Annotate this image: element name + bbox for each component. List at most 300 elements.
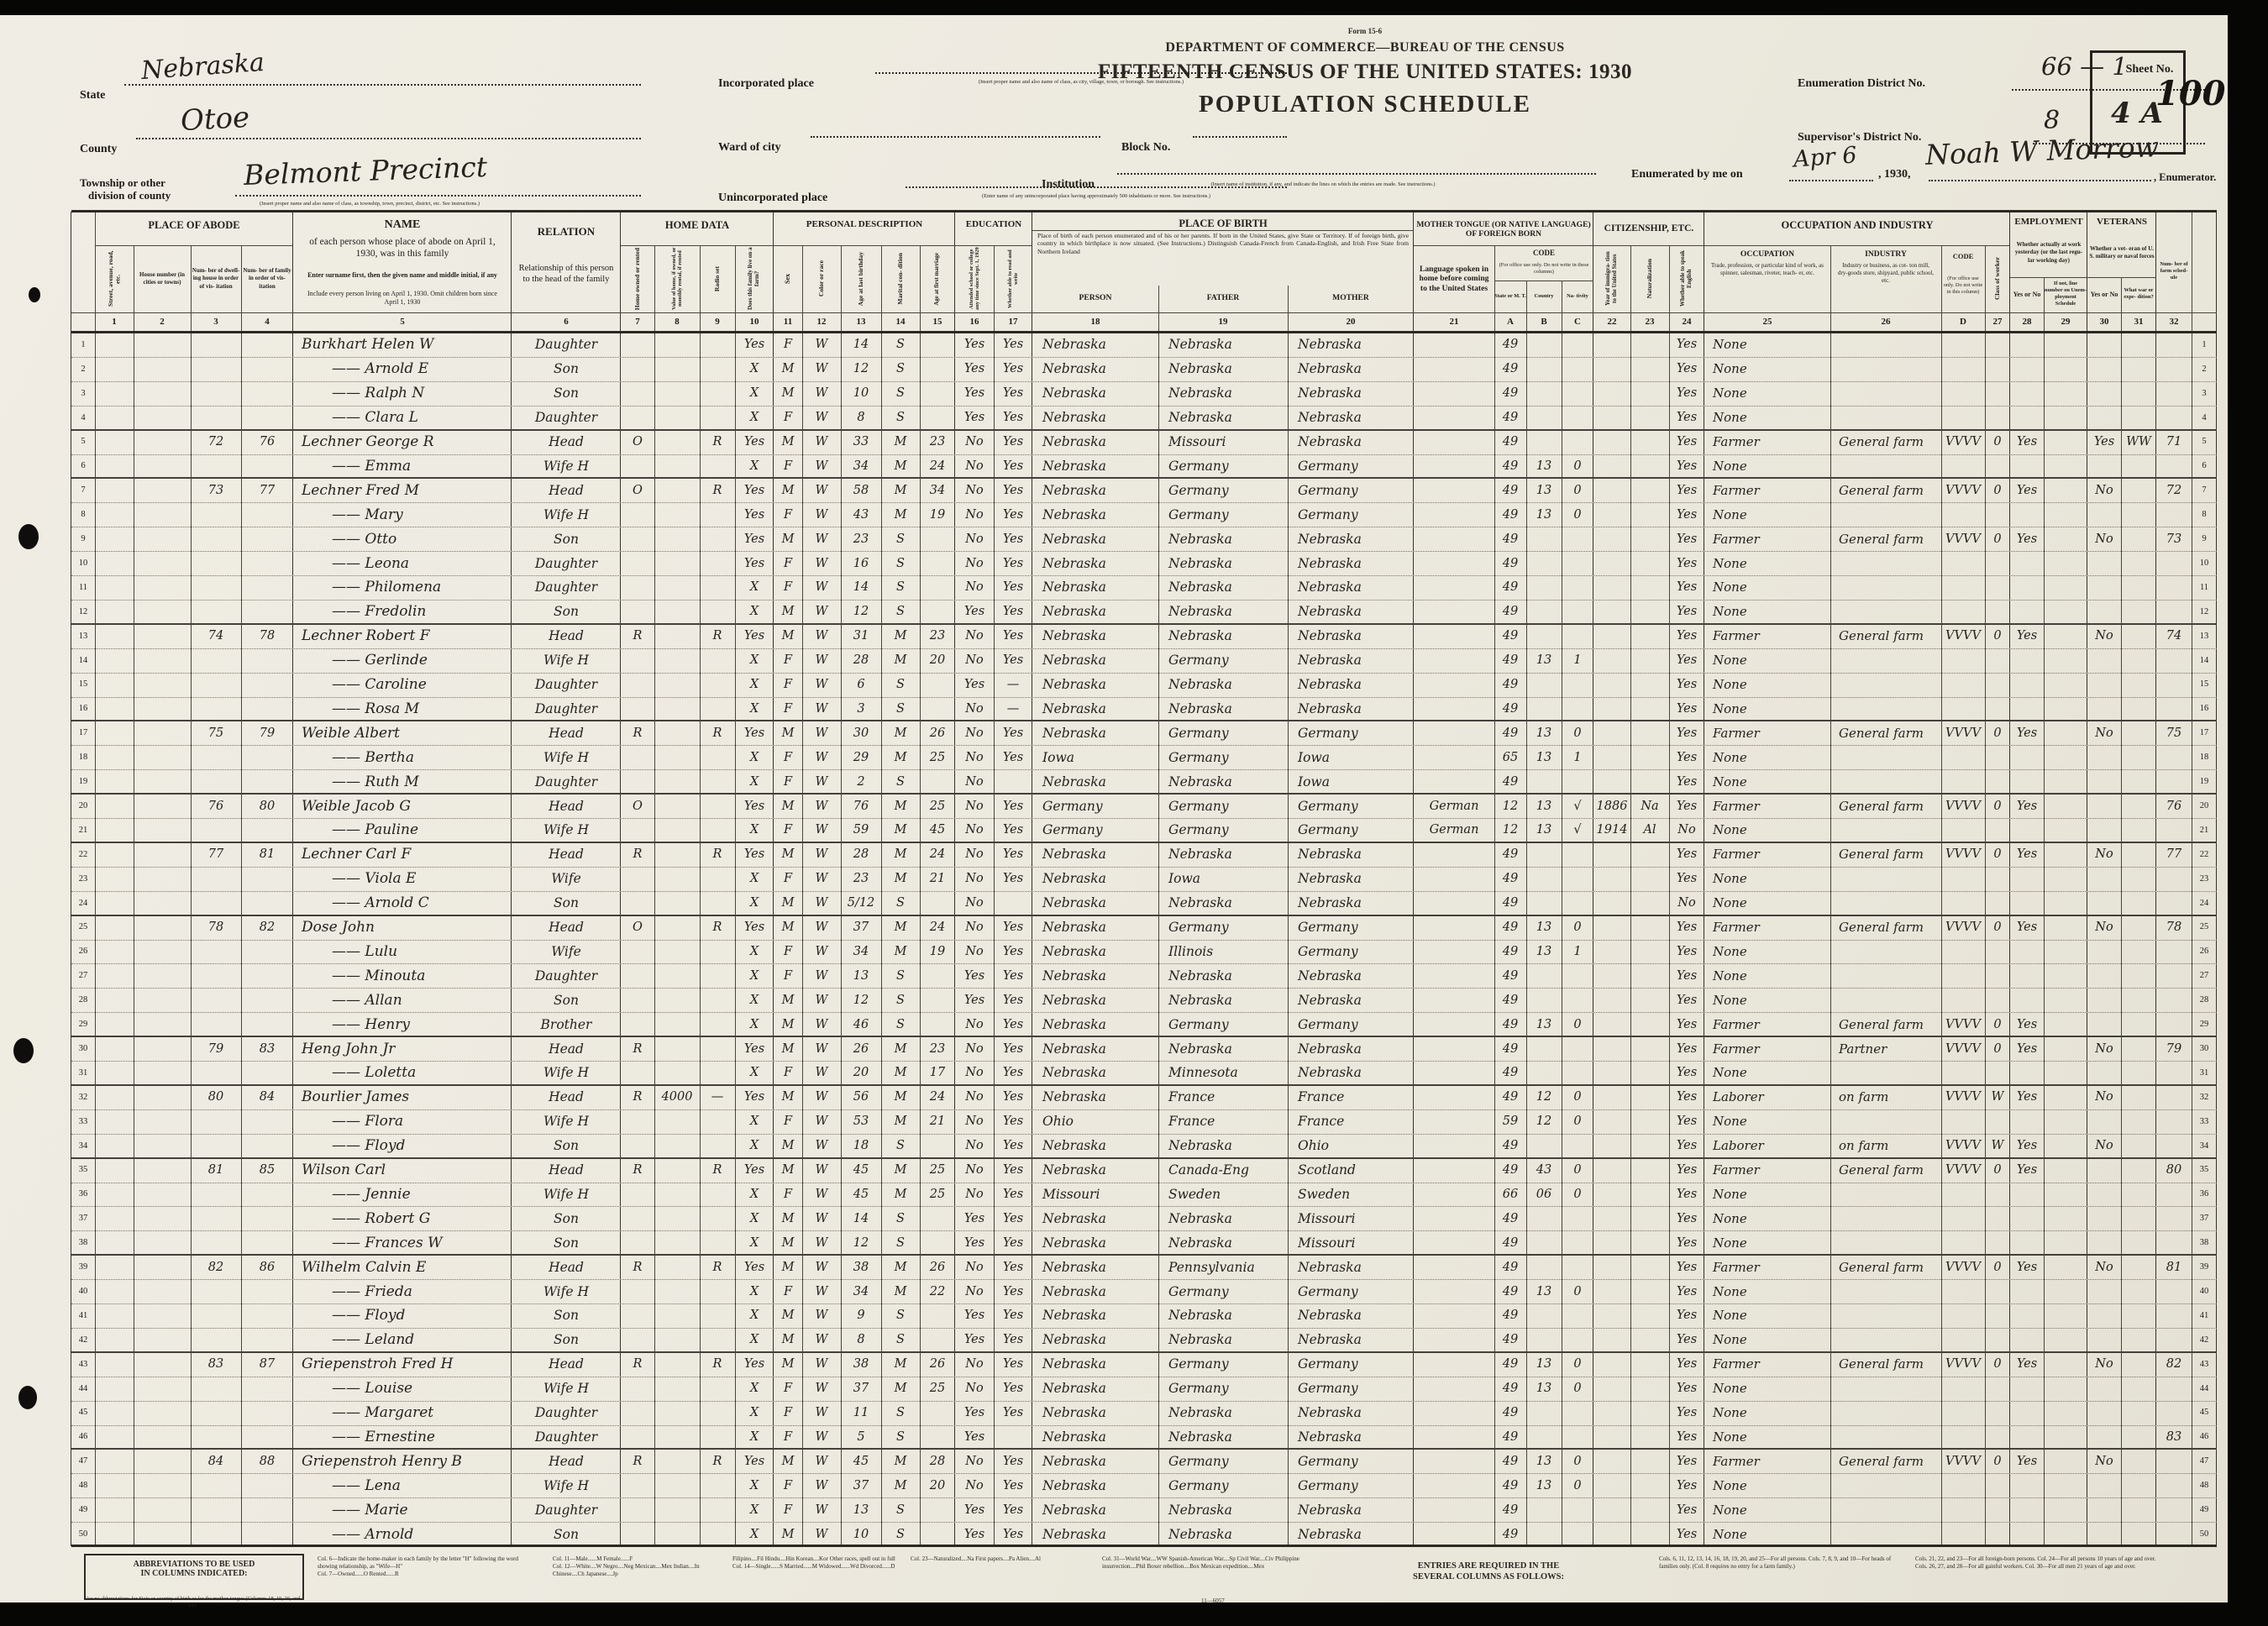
cell-sch: Yes — [963, 1429, 985, 1444]
cell-eng: Yes — [1676, 386, 1698, 401]
cell-work: Yes — [2016, 847, 2038, 862]
column-header-sex — [774, 247, 802, 311]
footer-col23: Col. 23—Naturalized....Na First papers....Pa Alien....Al — [911, 1555, 1041, 1562]
cell-fs: 79 — [2166, 1041, 2182, 1056]
cell-fs: 73 — [2166, 532, 2182, 546]
cell-cb: 12 — [1536, 1090, 1552, 1104]
cell-farm: X — [749, 701, 759, 716]
cell-sex: F — [783, 1382, 793, 1396]
cell-bp: Nebraska — [1042, 1502, 1106, 1518]
cell-sex: F — [783, 1503, 793, 1517]
cell-bf: Nebraska — [1168, 555, 1232, 571]
cell-mar: S — [896, 532, 905, 546]
cell-sex: F — [783, 1429, 793, 1444]
cell-sex: M — [781, 386, 795, 401]
cell-bm: Nebraska — [1298, 628, 1362, 644]
cell-race: W — [815, 629, 828, 643]
state-label: State — [80, 89, 106, 102]
line-number-left: 29 — [78, 1020, 88, 1030]
cell-dw: 72 — [207, 435, 224, 449]
cell-race: W — [815, 605, 828, 619]
line-number-right: 45 — [2199, 1408, 2209, 1418]
cell-work: Yes — [2016, 1090, 2038, 1104]
cell-work: Yes — [2016, 921, 2038, 935]
department-title: DEPARTMENT OF COMMERCE—BUREAU OF THE CENSUS — [1165, 40, 1565, 55]
cell-eng: Yes — [1676, 678, 1698, 692]
cell-rel: Son — [554, 604, 579, 620]
column-number: 8 — [675, 317, 680, 328]
column-number: 31 — [2134, 317, 2144, 328]
cell-race: W — [815, 338, 828, 352]
cell-rw: Yes — [1002, 968, 1024, 983]
cell-bm: Nebraska — [1298, 580, 1362, 595]
cell-nat: Na — [1641, 799, 1659, 813]
cell-race: W — [815, 1090, 828, 1104]
cell-bp: Nebraska — [1042, 1283, 1106, 1299]
column-number: 6 — [564, 317, 569, 328]
cell-ca: 49 — [1502, 1406, 1519, 1420]
cell-mar: S — [896, 701, 905, 716]
line-number-right: 21 — [2199, 825, 2209, 835]
column-header-veterans-note: Whether a vet- eran of U. S. military or naval forces — [2089, 244, 2155, 260]
cell-farm: X — [749, 580, 759, 595]
column-group-occupation-industry: OCCUPATION AND INDUSTRY — [1781, 218, 1934, 231]
cell-rw: Yes — [1002, 483, 1024, 497]
cell-dw: 79 — [207, 1041, 224, 1056]
cell-bf: Germany — [1168, 653, 1229, 669]
cell-rw: Yes — [1002, 1333, 1024, 1347]
column-number: 17 — [1008, 317, 1018, 328]
cell-sch: No — [965, 872, 984, 886]
cell-mar: M — [894, 629, 907, 643]
cell-bf: Nebraska — [1168, 386, 1232, 401]
cell-rw: Yes — [1002, 411, 1024, 425]
cell-mar: S — [896, 386, 905, 401]
column-number: 32 — [2169, 317, 2179, 328]
cell-occ: None — [1713, 1477, 1747, 1493]
line-number-right: 41 — [2199, 1310, 2209, 1320]
cell-sex: M — [781, 1333, 795, 1347]
cell-race: W — [815, 1163, 828, 1178]
cell-bf: Germany — [1168, 822, 1229, 838]
cell-cd: VVVV — [1945, 1090, 1981, 1104]
cell-bm: Nebraska — [1298, 555, 1362, 571]
cell-mar: M — [894, 872, 907, 886]
cell-eng: Yes — [1676, 435, 1698, 449]
cell-farm: Yes — [743, 1454, 765, 1468]
cell-mar: M — [894, 459, 907, 473]
cell-mar: S — [896, 993, 905, 1007]
footer-col12: Col. 12—White....W Negro....Neg Mexican....Mex Indian....In Chinese....Ch Japanese....Jp — [553, 1563, 700, 1578]
cell-cc: 0 — [1573, 1382, 1582, 1396]
cell-vet: No — [2095, 1041, 2113, 1056]
cell-agem: 23 — [929, 435, 946, 449]
county-line — [136, 138, 641, 139]
column-header-farm-schedule: Num- ber of farm sched- ule — [2160, 261, 2188, 281]
cell-own: R — [633, 726, 643, 740]
cell-eng: Yes — [1676, 1382, 1698, 1396]
cell-bm: France — [1298, 1114, 1345, 1130]
cell-bm: Scotland — [1298, 1162, 1356, 1178]
line-number-left: 6 — [81, 461, 86, 471]
cell-radio: R — [712, 921, 722, 935]
cell-bm: Germany — [1298, 1453, 1358, 1469]
cell-farm: X — [749, 1309, 759, 1323]
cell-rw: Yes — [1002, 1163, 1024, 1178]
cell-occ: Farmer — [1713, 1356, 1760, 1372]
line-number-right: 49 — [2199, 1505, 2209, 1515]
cell-bp: Nebraska — [1042, 1162, 1106, 1178]
cell-agem: 23 — [929, 629, 946, 643]
cell-bf: Germany — [1168, 1356, 1229, 1372]
cell-sex: F — [783, 1478, 793, 1492]
column-number: 21 — [1449, 317, 1459, 328]
cell-eng: Yes — [1676, 1115, 1698, 1129]
cell-rw: Yes — [1002, 1309, 1024, 1323]
cell-rw: Yes — [1002, 605, 1024, 619]
cell-cw: 0 — [1993, 532, 2002, 546]
supervisor-district-value: 8 — [2044, 106, 2061, 135]
cell-bm: Germany — [1298, 920, 1358, 936]
cell-cc: 0 — [1573, 726, 1582, 740]
cell-name: —— Viola E — [332, 870, 417, 888]
cell-occ: None — [1713, 555, 1747, 571]
cell-fam: 78 — [259, 629, 276, 643]
cell-farm: X — [749, 1333, 759, 1347]
cell-agem: 24 — [929, 1090, 946, 1104]
cell-ca: 12 — [1502, 823, 1519, 837]
cell-sch: No — [965, 1284, 984, 1298]
cell-radio: R — [712, 1260, 722, 1274]
cell-fam: 80 — [259, 799, 276, 813]
cell-own: R — [633, 1260, 643, 1274]
cell-eng: Yes — [1676, 944, 1698, 958]
column-number: 15 — [932, 317, 942, 328]
cell-rw: Yes — [1002, 1090, 1024, 1104]
cell-ca: 59 — [1502, 1115, 1519, 1129]
cell-sex: F — [783, 944, 793, 958]
cell-age: 38 — [853, 1357, 869, 1372]
cell-sch: Yes — [963, 605, 985, 619]
cell-rw: Yes — [1002, 556, 1024, 570]
column-header-naturalization — [1630, 249, 1669, 309]
cell-cd: VVVV — [1945, 799, 1981, 813]
cell-race: W — [815, 701, 828, 716]
cell-own: R — [633, 1041, 643, 1056]
cell-bf: Nebraska — [1168, 361, 1232, 377]
cell-age: 76 — [853, 799, 869, 813]
line-number-right: 38 — [2199, 1238, 2209, 1248]
cell-eng: Yes — [1676, 1090, 1698, 1104]
cell-vet: Yes — [2093, 435, 2115, 449]
cell-fs: 76 — [2166, 799, 2182, 813]
line-number-right: 33 — [2199, 1116, 2209, 1126]
grid-line — [2009, 212, 2010, 1546]
cell-name: Lechner Carl F — [302, 846, 412, 863]
column-header-veteran: Yes or No — [2090, 291, 2118, 299]
cell-eng: Yes — [1676, 774, 1698, 789]
cell-occ: None — [1713, 1065, 1747, 1081]
cell-rel: Head — [549, 1356, 584, 1372]
cell-bf: Germany — [1168, 1016, 1229, 1032]
cell-sex: M — [781, 1260, 795, 1274]
cell-sch: No — [965, 1187, 984, 1201]
cell-work: Yes — [2016, 1017, 2038, 1031]
cell-cw: W — [1991, 1139, 2004, 1153]
column-number: 18 — [1090, 317, 1100, 328]
cell-rel: Wife H — [543, 458, 589, 474]
cell-rel: Son — [554, 895, 579, 911]
cell-ind: General farm — [1839, 1162, 1924, 1178]
cell-bf: Illinois — [1168, 943, 1214, 959]
cell-agem: 24 — [929, 921, 946, 935]
cell-race: W — [815, 1333, 828, 1347]
cell-rw: Yes — [1002, 1260, 1024, 1274]
cell-bp: Nebraska — [1042, 604, 1106, 620]
cell-sex: M — [781, 896, 795, 910]
line-number-right: 35 — [2199, 1165, 2209, 1175]
cell-bm: Nebraska — [1298, 604, 1362, 620]
cell-rel: Wife H — [543, 822, 589, 838]
enumerator-suffix: , Enumerator. — [2154, 171, 2217, 183]
print-code: 11—6057 — [1201, 1597, 1225, 1604]
cell-bp: Nebraska — [1042, 920, 1106, 936]
line-number-left: 36 — [78, 1189, 88, 1199]
cell-bm: Nebraska — [1298, 968, 1362, 983]
line-number-right: 8 — [2202, 510, 2207, 520]
cell-sch: Yes — [963, 1309, 985, 1323]
cell-cw: 0 — [1993, 1260, 2002, 1274]
column-number: 9 — [715, 317, 720, 328]
cell-ind: General farm — [1839, 1259, 1924, 1275]
cell-occ: Farmer — [1713, 1016, 1760, 1032]
cell-age: 37 — [853, 1478, 869, 1492]
cell-rw: Yes — [1002, 823, 1024, 837]
cell-age: 56 — [853, 1090, 869, 1104]
cell-name: —— Bertha — [332, 748, 414, 766]
cell-radio: R — [712, 847, 722, 862]
cell-name: —— Jennie — [332, 1185, 411, 1203]
cell-agem: 26 — [929, 726, 946, 740]
cell-bm: Iowa — [1298, 749, 1330, 765]
cell-bf: Germany — [1168, 1453, 1229, 1469]
column-header-street — [95, 247, 134, 311]
cell-name: —— Frieda — [332, 1282, 412, 1300]
cell-race: W — [815, 435, 828, 449]
cell-rw: Yes — [1002, 362, 1024, 376]
cell-age: 6 — [857, 678, 865, 692]
column-group-mother-tongue: MOTHER TONGUE (OR NATIVE LANGUAGE) OF FOREIGN BORN — [1416, 219, 1591, 239]
cell-sex: F — [783, 459, 793, 473]
cell-sch: No — [965, 1139, 984, 1153]
cell-cd: VVVV — [1945, 483, 1981, 497]
cell-bp: Nebraska — [1042, 774, 1106, 789]
column-header-code-d-title: CODE — [1952, 252, 1974, 260]
cell-sex: F — [783, 653, 793, 668]
entries-b: Cols. 21, 22, and 23—For all foreign-born persons. Col. 24—For all persons 10 years of age and over. Cols. 26, 27, and 28—For all gainful workers. Col. 30—For all men 21 years of age and over. — [1915, 1555, 2156, 1571]
cell-farm: X — [749, 774, 759, 789]
cell-occ: Farmer — [1713, 1041, 1760, 1057]
cell-mar: M — [894, 1163, 907, 1178]
grid-line — [95, 212, 96, 1546]
cell-name: Weible Albert — [302, 724, 400, 742]
cell-occ: None — [1713, 337, 1747, 353]
cell-vet: No — [2095, 483, 2113, 497]
cell-occ: None — [1713, 1429, 1747, 1445]
cell-rw: Yes — [1002, 386, 1024, 401]
cell-cd: VVVV — [1945, 1260, 1981, 1274]
cell-bm: Germany — [1298, 1381, 1358, 1397]
cell-sch: No — [965, 1382, 984, 1396]
line-number-left: 25 — [78, 922, 88, 932]
abbrev-title-1: ABBREVIATIONS TO BE USED — [133, 1560, 255, 1569]
cell-work: Yes — [2016, 629, 2038, 643]
column-header-unemployment-line: If not, line number on Unem- ployment Schedule — [2045, 281, 2087, 307]
column-header-occupation: OCCUPATION — [1740, 249, 1795, 260]
cell-farm: X — [749, 1527, 759, 1541]
cell-own: O — [633, 799, 643, 813]
cell-occ: Farmer — [1713, 434, 1760, 450]
cell-rw: Yes — [1002, 1454, 1024, 1468]
cell-radio: R — [712, 726, 722, 740]
enumerator-signature: Noah W Morrow — [1924, 130, 2160, 171]
unincorporated-label: Unincorporated place — [718, 191, 828, 204]
cell-cd: VVVV — [1945, 435, 1981, 449]
cell-fam: 76 — [259, 435, 276, 449]
township-label-2: division of county — [88, 189, 171, 202]
cell-rw: Yes — [1002, 1211, 1024, 1225]
cell-rw: Yes — [1002, 847, 1024, 862]
entries-a: Cols. 6, 11, 12, 13, 14, 16, 18, 19, 20, and 25—For all persons. Cols. 7, 8, 9, and 10—For heads of families only. (Col. 8 requires no entry for a farm family.) — [1659, 1555, 1892, 1571]
cell-bp: Nebraska — [1042, 628, 1106, 644]
line-number-right: 30 — [2199, 1043, 2209, 1053]
cell-name: —— Lena — [332, 1477, 401, 1494]
cell-bf: Germany — [1168, 458, 1229, 474]
column-number: 10 — [749, 317, 759, 328]
cell-farm: X — [749, 1429, 759, 1444]
cell-age: 28 — [853, 653, 869, 668]
cell-occ: None — [1713, 822, 1747, 838]
cell-farm: Yes — [743, 1260, 765, 1274]
ward-label: Ward of city — [718, 141, 781, 154]
cell-race: W — [815, 1284, 828, 1298]
cell-agem: 21 — [929, 872, 946, 886]
cell-name: —— Minouta — [332, 967, 426, 984]
cell-occ: Farmer — [1713, 482, 1760, 498]
cell-sex: M — [781, 532, 795, 546]
cell-rw: Yes — [1002, 921, 1024, 935]
cell-cc: √ — [1573, 823, 1582, 837]
cell-cb: 13 — [1536, 726, 1552, 740]
cell-mar: M — [894, 1115, 907, 1129]
cell-bp: Nebraska — [1042, 1429, 1106, 1445]
cell-bm: Germany — [1298, 798, 1358, 814]
cell-mar: M — [894, 1260, 907, 1274]
cell-race: W — [815, 1211, 828, 1225]
cell-bf: Germany — [1168, 725, 1229, 741]
grid-line — [1704, 245, 2010, 246]
cell-ca: 49 — [1502, 1429, 1519, 1444]
cell-ca: 49 — [1502, 701, 1519, 716]
cell-bf: Nebraska — [1168, 1526, 1232, 1542]
cell-sex: M — [781, 726, 795, 740]
column-number: C — [1574, 317, 1581, 328]
cell-mar: S — [896, 968, 905, 983]
cell-eng: Yes — [1676, 459, 1698, 473]
line-number-right: 42 — [2199, 1335, 2209, 1345]
ward-line — [811, 136, 1100, 138]
cell-farm: X — [749, 993, 759, 1007]
cell-mar: S — [896, 1527, 905, 1541]
grid-line — [95, 245, 293, 246]
cell-bp: Nebraska — [1042, 531, 1106, 547]
cell-cd: VVVV — [1945, 1357, 1981, 1372]
cell-rw: Yes — [1002, 507, 1024, 522]
column-number: 30 — [2099, 317, 2109, 328]
cell-bp: Nebraska — [1042, 1381, 1106, 1397]
cell-mar: M — [894, 1066, 907, 1080]
cell-cw: 0 — [1993, 1454, 2002, 1468]
cell-occ: None — [1713, 700, 1747, 716]
column-group-citizenship: CITIZENSHIP, ETC. — [1604, 223, 1694, 233]
cell-ca: 49 — [1502, 1090, 1519, 1104]
column-group-place-of-abode: PLACE OF ABODE — [148, 218, 240, 231]
date-line — [1789, 180, 1873, 181]
cell-bm: Nebraska — [1298, 361, 1362, 377]
cell-agem: 45 — [929, 823, 946, 837]
cell-sex: M — [781, 993, 795, 1007]
cell-race: W — [815, 872, 828, 886]
cell-occ: None — [1713, 653, 1747, 669]
cell-agem: 24 — [929, 847, 946, 862]
cell-ind: General farm — [1839, 798, 1924, 814]
cell-agem: 25 — [929, 1382, 946, 1396]
institution-note: (Insert name of institution, if any, and indicate the lines on which the entries are made. See instructions.) — [1210, 181, 1436, 187]
cell-fam: 88 — [259, 1454, 276, 1468]
cell-fs: 72 — [2166, 483, 2182, 497]
cell-sex: F — [783, 872, 793, 886]
cell-ca: 49 — [1502, 459, 1519, 473]
cell-bf: Nebraska — [1168, 1235, 1232, 1251]
column-number: 19 — [1218, 317, 1228, 328]
cell-occ: None — [1713, 361, 1747, 377]
column-group-education: EDUCATION — [965, 219, 1022, 230]
cell-own: R — [633, 629, 643, 643]
cell-eng: Yes — [1676, 483, 1698, 497]
cell-sex: M — [781, 1139, 795, 1153]
line-number-right: 18 — [2199, 753, 2209, 763]
line-number-left: 46 — [78, 1432, 88, 1442]
cell-bp: Nebraska — [1042, 506, 1106, 522]
cell-sex: M — [781, 1309, 795, 1323]
cell-bf: Nebraska — [1168, 992, 1232, 1008]
cell-cw: 0 — [1993, 1041, 2002, 1056]
cell-bp: Nebraska — [1042, 1477, 1106, 1493]
cell-eng: Yes — [1676, 799, 1698, 813]
column-header-school — [955, 247, 994, 311]
cell-sch: No — [965, 459, 984, 473]
cell-bp: Nebraska — [1042, 1356, 1106, 1372]
cell-mar: M — [894, 1041, 907, 1056]
cell-mt: German — [1429, 799, 1479, 813]
line-number-left: 28 — [78, 995, 88, 1005]
cell-bf: Nebraska — [1168, 847, 1232, 863]
cell-age: 23 — [853, 532, 869, 546]
cell-rw: Yes — [1002, 1357, 1024, 1372]
cell-cd: VVVV — [1945, 921, 1981, 935]
line-number-right: 5 — [2202, 437, 2207, 447]
cell-mar: S — [896, 556, 905, 570]
